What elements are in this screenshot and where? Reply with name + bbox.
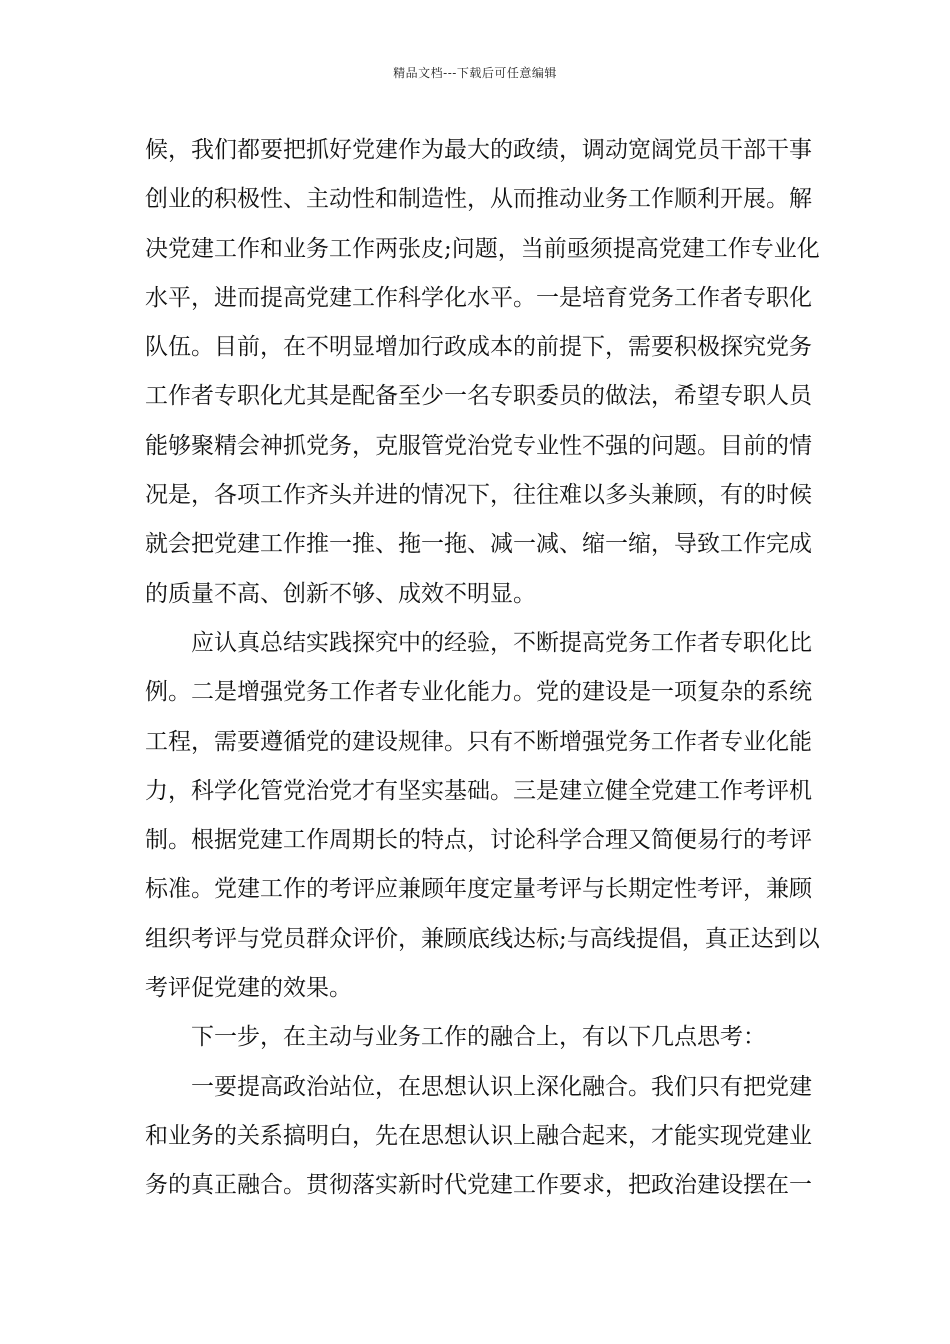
- paragraph-1-line-9: 就会把党建工作推一推、拖一拖、减一减、缩一缩，导致工作完成: [145, 531, 812, 558]
- paragraph-2-line-2: 例。二是增强党务工作者专业化能力。党的建设是一项复杂的系统: [145, 679, 812, 706]
- paragraph-4-line-3: 务的真正融合。贯彻落实新时代党建工作要求，把政治建设摆在一: [145, 1172, 812, 1199]
- body-text: [145, 126, 820, 1211]
- paragraph-2-line-3: 工程，需要遵循党的建设规律。只有不断增强党务工作者专业化能: [145, 728, 812, 755]
- paragraph-1-line-5: 队伍。目前，在不明显增加行政成本的前提下，需要积极探究党务: [145, 334, 812, 361]
- paragraph-2-line-5: 制。根据党建工作周期长的特点，讨论科学合理又简便易行的考评: [145, 827, 812, 854]
- paragraph-4-line-2: 和业务的关系搞明白，先在思想认识上融合起来，才能实现党建业: [145, 1122, 812, 1149]
- paragraph-2-line-1: 应认真总结实践探究中的经验，不断提高党务工作者专职化比: [191, 629, 812, 656]
- paragraph-1-line-4: 水平，进而提高党建工作科学化水平。一是培育党务工作者专职化: [145, 284, 812, 311]
- paragraph-1-line-8: 况是，各项工作齐头并进的情况下，往往难以多头兼顾，有的时候: [145, 482, 812, 509]
- page-header: 精品文档---下载后可任意编辑: [393, 66, 557, 80]
- paragraph-1-line-2: 创业的积极性、主动性和制造性，从而推动业务工作顺利开展。解: [145, 186, 812, 213]
- paragraph-2-line-4: 力，科学化管党治党才有坚实基础。三是建立健全党建工作考评机: [145, 777, 812, 804]
- paragraph-2-line-8: 考评促党建的效果。: [145, 975, 352, 1002]
- paragraph-2-line-7: 组织考评与党员群众评价，兼顾底线达标;与高线提倡，真正达到以: [145, 925, 820, 952]
- paragraph-3-line-1: 下一步，在主动与业务工作的融合上，有以下几点思考：: [191, 1024, 766, 1051]
- paragraph-1-line-3: 决党建工作和业务工作两张皮;问题，当前亟须提高党建工作专业化: [145, 235, 820, 262]
- paragraph-4-line-1: 一要提高政治站位，在思想认识上深化融合。我们只有把党建: [191, 1073, 812, 1100]
- paragraph-1-line-6: 工作者专职化尤其是配备至少一名专职委员的做法，希望专职人员: [145, 383, 812, 410]
- paragraph-1-line-7: 能够聚精会神抓党务，克服管党治党专业性不强的问题。目前的情: [145, 432, 812, 459]
- paragraph-1-line-10: 的质量不高、创新不够、成效不明显。: [145, 580, 536, 607]
- paragraph-1-line-1: 候，我们都要把抓好党建作为最大的政绩，调动宽阔党员干部干事: [145, 137, 812, 163]
- paragraph-2-line-6: 标准。党建工作的考评应兼顾年度定量考评与长期定性考评，兼顾: [145, 876, 812, 903]
